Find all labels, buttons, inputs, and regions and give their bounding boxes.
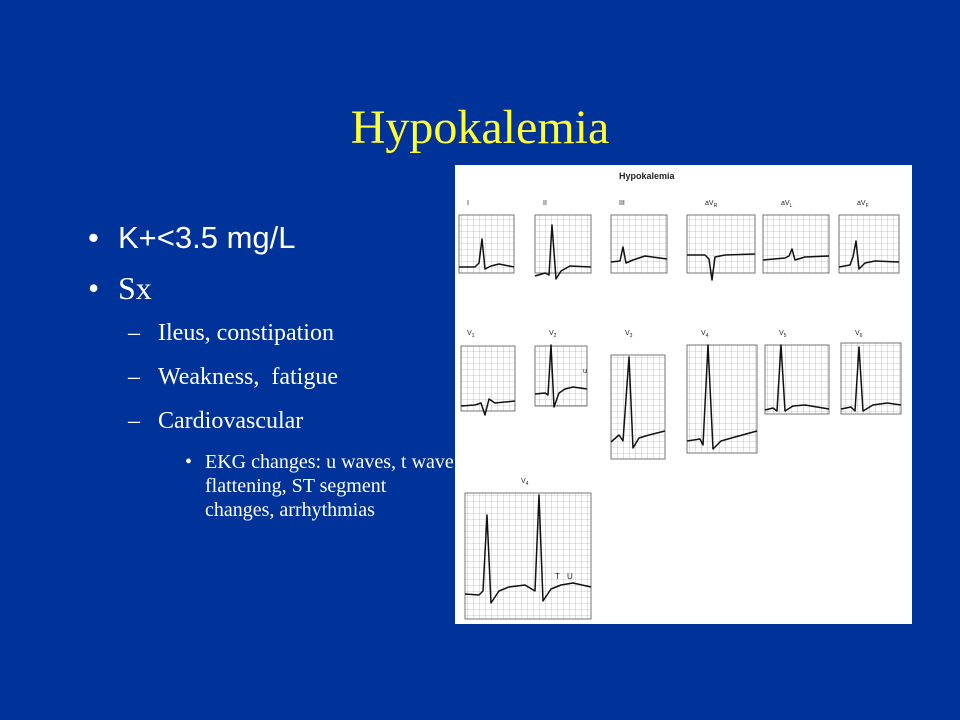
ekg-grid-panel	[763, 215, 829, 273]
bullet-text: Weakness, fatigue	[158, 364, 338, 390]
slide-title: Hypokalemia	[350, 101, 610, 154]
sub-sub-bullet-ekg	[88, 450, 455, 522]
lead-label: $aV_F$	[857, 200, 869, 209]
ekg-grid-panel	[465, 493, 591, 619]
lead-label: $V_1$	[467, 330, 475, 339]
ekg-grid-panel	[765, 345, 829, 414]
sub-bullet-weakness	[88, 362, 468, 392]
lead-label: $aV_R$	[705, 200, 718, 209]
bullet-dot: •	[88, 270, 100, 306]
bullet-potassium-level	[88, 218, 468, 258]
ekg-grid-panel	[839, 215, 899, 273]
sub-bullet-cardiovascular	[88, 406, 468, 436]
bullet-symptoms	[88, 268, 468, 308]
ekg-figure	[455, 165, 912, 624]
sub-bullet-ileus	[88, 318, 468, 348]
bullet-text: Sx	[118, 270, 152, 306]
bullet-dash: –	[128, 408, 140, 434]
figure-title: Hypokalemia	[619, 171, 675, 181]
u-wave-annotation: u	[583, 368, 587, 375]
ekg-grid-panel	[687, 215, 755, 273]
bullet-text: EKG changes: u waves, t wave flattening, ST segment changes, arrhythmias	[205, 451, 454, 521]
ekg-grid-panel	[535, 346, 587, 406]
bullet-dash: –	[128, 320, 140, 346]
lead-label: $aV_L$	[781, 200, 793, 209]
bullet-text: Cardiovascular	[158, 408, 304, 434]
bullet-text: K+<3.5 mg/L	[118, 220, 296, 255]
lead-label: $V_3$	[625, 330, 633, 339]
bullet-text: Ileus, constipation	[158, 320, 334, 346]
ekg-grid-panel	[611, 215, 667, 273]
ekg-grid-panel	[687, 345, 757, 453]
lead-label: $V_5$	[779, 330, 787, 339]
lead-label: I	[467, 200, 469, 207]
ekg-tracings	[455, 165, 912, 624]
lead-label: $V_2$	[549, 330, 557, 339]
lead-label: $V_6$	[855, 330, 863, 339]
bullet-dot: •	[88, 220, 99, 255]
lead-label: $V_4$	[521, 478, 529, 487]
lead-label: II	[543, 200, 547, 207]
bullet-dash: –	[128, 364, 140, 390]
u-wave-annotation: U	[567, 572, 573, 581]
lead-label: $V_4$	[701, 330, 709, 339]
t-wave-annotation: T	[555, 572, 560, 581]
ekg-grid-panel	[611, 355, 665, 459]
lead-label: III	[619, 200, 625, 207]
bullet-list	[88, 218, 468, 522]
ekg-grid-panel	[535, 215, 591, 273]
ekg-grid-panel	[459, 215, 514, 273]
bullet-dot: •	[185, 451, 193, 473]
